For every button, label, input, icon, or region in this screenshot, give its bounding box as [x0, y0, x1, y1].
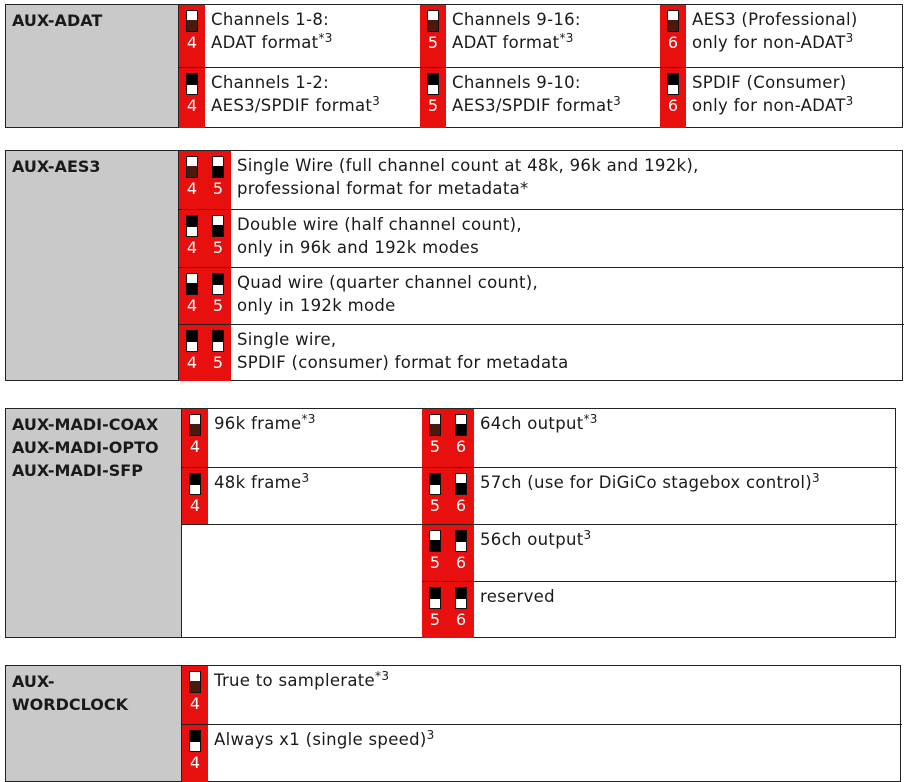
dip-switch-group: [179, 210, 231, 267]
footnote-marker: *3: [583, 412, 598, 426]
dip-switch-group: [422, 468, 474, 524]
switch-number: 5: [427, 96, 439, 115]
option-description: [211, 71, 380, 117]
dip-switch-off: [455, 473, 467, 495]
option-cell: [179, 209, 904, 267]
dip-switch-group: [182, 666, 208, 724]
switch-number: 5: [429, 496, 441, 515]
dip-switch-group: [422, 409, 474, 467]
dip-switch-group: [182, 725, 208, 782]
switch-lever: [456, 588, 466, 599]
dip-switch-on: [186, 330, 198, 352]
dip-switch-group: [179, 5, 205, 67]
option-cell: [179, 267, 904, 324]
option-cell: [182, 524, 422, 581]
dip-switch-off: [186, 156, 198, 178]
option-cell: [182, 467, 422, 524]
option-cell: [422, 581, 897, 638]
footnote-marker: 3: [845, 94, 854, 108]
option-description: [237, 213, 522, 259]
dip-switch-on: [212, 273, 224, 295]
option-description: [692, 8, 858, 54]
switch-lever: [187, 283, 197, 294]
option-cell: [422, 409, 897, 467]
dip-switch-group: [422, 582, 474, 638]
switch-lever: [190, 474, 200, 485]
option-text: 57ch (use for DiGiCo stagebox control): [480, 473, 813, 492]
dip-switch-group: [420, 5, 446, 67]
dip-switch-off: [212, 156, 224, 178]
dip-switch-off: [667, 10, 679, 32]
option-text: 56ch output: [480, 530, 584, 549]
footnote-marker: 3: [812, 471, 820, 485]
option-description: [214, 669, 389, 692]
dip-switch-group: [660, 68, 686, 128]
dip-switch-group: [422, 525, 474, 581]
option-description: [237, 271, 538, 317]
option-cell: [179, 151, 904, 209]
dip-switch-on: [667, 73, 679, 95]
dip-switch-group: [179, 151, 231, 209]
switch-number: 5: [212, 179, 224, 198]
dip-switch-off: [189, 671, 201, 693]
table-label: AUX-MADI-COAX AUX-MADI-OPTO AUX-MADI-SFP: [6, 409, 182, 637]
dip-switch-group: [420, 68, 446, 128]
switch-lever: [456, 483, 466, 494]
switch-lever: [187, 74, 197, 85]
option-description: [214, 412, 316, 435]
option-text: Double wire (half channel count), only in 96k and 192k modes: [237, 215, 522, 257]
option-cell: [422, 467, 897, 524]
switch-lever: [428, 74, 438, 85]
switch-number: 6: [667, 96, 679, 115]
option-text: Always x1 (single speed): [214, 730, 427, 749]
footnote-marker: *3: [375, 669, 390, 683]
dip-switch-on: [429, 587, 441, 609]
switch-lever: [430, 540, 440, 551]
switch-lever: [187, 166, 197, 177]
option-cell: [179, 67, 422, 128]
switch-number: 6: [667, 33, 679, 52]
switch-lever: [428, 20, 438, 31]
option-text: reserved: [480, 587, 555, 606]
option-description: [480, 585, 555, 608]
dip-switch-off: [429, 530, 441, 552]
footnote-marker: 3: [426, 728, 435, 742]
option-text: Channels 9-10: AES3/SPDIF format: [452, 73, 614, 115]
settings-table: [5, 4, 903, 128]
switch-lever: [187, 331, 197, 342]
table-label: AUX-AES3: [6, 151, 179, 380]
switch-number: 5: [429, 437, 441, 456]
switch-lever: [213, 274, 223, 285]
option-description: [211, 8, 333, 54]
switch-lever: [187, 216, 197, 227]
dip-switch-off: [455, 414, 467, 436]
dip-switch-group: [182, 468, 208, 524]
dip-switch-off: [186, 10, 198, 32]
switch-lever: [456, 531, 466, 542]
switch-number: 5: [427, 33, 439, 52]
switch-lever: [668, 74, 678, 85]
dip-switch-group: [182, 409, 208, 467]
footnote-marker: 3: [845, 31, 854, 45]
switch-number: 4: [186, 353, 198, 372]
dip-switch-on: [427, 73, 439, 95]
footnote-marker: 3: [372, 94, 381, 108]
dip-switch-on: [189, 473, 201, 495]
option-text: 96k frame: [214, 414, 302, 433]
dip-switch-group: [179, 268, 231, 324]
switch-lever: [190, 731, 200, 742]
footnote-marker: 3: [583, 528, 592, 542]
option-text: Channels 9-16: ADAT format: [452, 10, 581, 52]
option-cell: [420, 67, 661, 128]
footnote-marker: 3: [301, 471, 310, 485]
dip-switch-on: [455, 530, 467, 552]
switch-number: 6: [455, 496, 467, 515]
option-text: Quad wire (quarter channel count), only in 192k mode: [237, 273, 539, 315]
settings-table: [5, 665, 901, 782]
switch-lever: [213, 331, 223, 342]
switch-number: 4: [189, 437, 201, 456]
option-cell: [660, 5, 904, 67]
switch-lever: [213, 166, 223, 177]
settings-table: [5, 150, 903, 381]
option-description: [480, 471, 820, 494]
switch-number: 4: [189, 496, 201, 515]
option-text: 48k frame: [214, 473, 302, 492]
option-description: [214, 471, 309, 494]
switch-number: 4: [186, 96, 198, 115]
switch-number: 6: [455, 437, 467, 456]
option-description: [452, 8, 581, 54]
switch-number: 4: [186, 179, 198, 198]
table-label: AUX- WORDCLOCK: [6, 666, 182, 781]
dip-switch-off: [212, 215, 224, 237]
settings-table: [5, 408, 896, 638]
switch-number: 4: [186, 296, 198, 315]
switch-lever: [190, 681, 200, 692]
option-cell: [182, 581, 422, 638]
option-description: [692, 71, 854, 117]
dip-switch-on: [212, 330, 224, 352]
dip-switch-group: [179, 325, 231, 381]
switch-number: 4: [189, 694, 201, 713]
switch-number: 5: [212, 296, 224, 315]
switch-lever: [430, 474, 440, 485]
switch-lever: [190, 424, 200, 435]
dip-switch-on: [189, 730, 201, 752]
switch-number: 5: [429, 610, 441, 629]
dip-switch-on: [186, 215, 198, 237]
option-text: Channels 1-2: AES3/SPDIF format: [211, 73, 373, 115]
switch-number: 5: [429, 553, 441, 572]
dip-switch-on: [429, 473, 441, 495]
option-description: [480, 412, 598, 435]
dip-switch-group: [179, 68, 205, 128]
option-description: [237, 328, 569, 374]
table-label: AUX-ADAT: [6, 5, 179, 127]
option-text: Single Wire (full channel count at 48k, 96k and 192k), professional format for metadata*: [237, 156, 699, 198]
option-text: SPDIF (Consumer) only for non-ADAT: [692, 73, 847, 115]
option-description: [214, 728, 435, 751]
dip-switch-off: [186, 273, 198, 295]
option-cell: [660, 67, 904, 128]
option-cell: [182, 724, 902, 782]
dip-switch-off: [427, 10, 439, 32]
switch-lever: [668, 20, 678, 31]
switch-number: 6: [455, 610, 467, 629]
footnote-marker: *3: [301, 412, 316, 426]
option-description: [480, 528, 591, 551]
option-cell: [422, 524, 897, 581]
option-text: Channels 1-8: ADAT format: [211, 10, 329, 52]
option-text: 64ch output: [480, 414, 584, 433]
dip-switch-on: [186, 73, 198, 95]
footnote-marker: *3: [559, 31, 574, 45]
footnote-marker: 3: [613, 94, 622, 108]
footnote-marker: *3: [318, 31, 333, 45]
option-text: True to samplerate: [214, 671, 376, 690]
option-text: Single wire, SPDIF (consumer) format for metadata: [237, 330, 569, 372]
option-text: AES3 (Professional) only for non-ADAT: [692, 10, 858, 52]
switch-number: 5: [212, 238, 224, 257]
dip-switch-off: [429, 414, 441, 436]
dip-switch-on: [455, 587, 467, 609]
option-description: [452, 71, 621, 117]
option-cell: [182, 666, 902, 724]
dip-switch-off: [189, 414, 201, 436]
option-description: [237, 154, 699, 200]
option-cell: [179, 5, 422, 67]
switch-lever: [430, 588, 440, 599]
switch-number: 4: [189, 753, 201, 772]
switch-number: 5: [212, 353, 224, 372]
option-cell: [179, 324, 904, 381]
option-cell: [182, 409, 422, 467]
switch-lever: [213, 225, 223, 236]
dip-switch-group: [660, 5, 686, 67]
option-cell: [420, 5, 661, 67]
switch-lever: [430, 424, 440, 435]
switch-number: 6: [455, 553, 467, 572]
switch-lever: [187, 20, 197, 31]
switch-lever: [456, 424, 466, 435]
switch-number: 4: [186, 238, 198, 257]
switch-number: 4: [186, 33, 198, 52]
